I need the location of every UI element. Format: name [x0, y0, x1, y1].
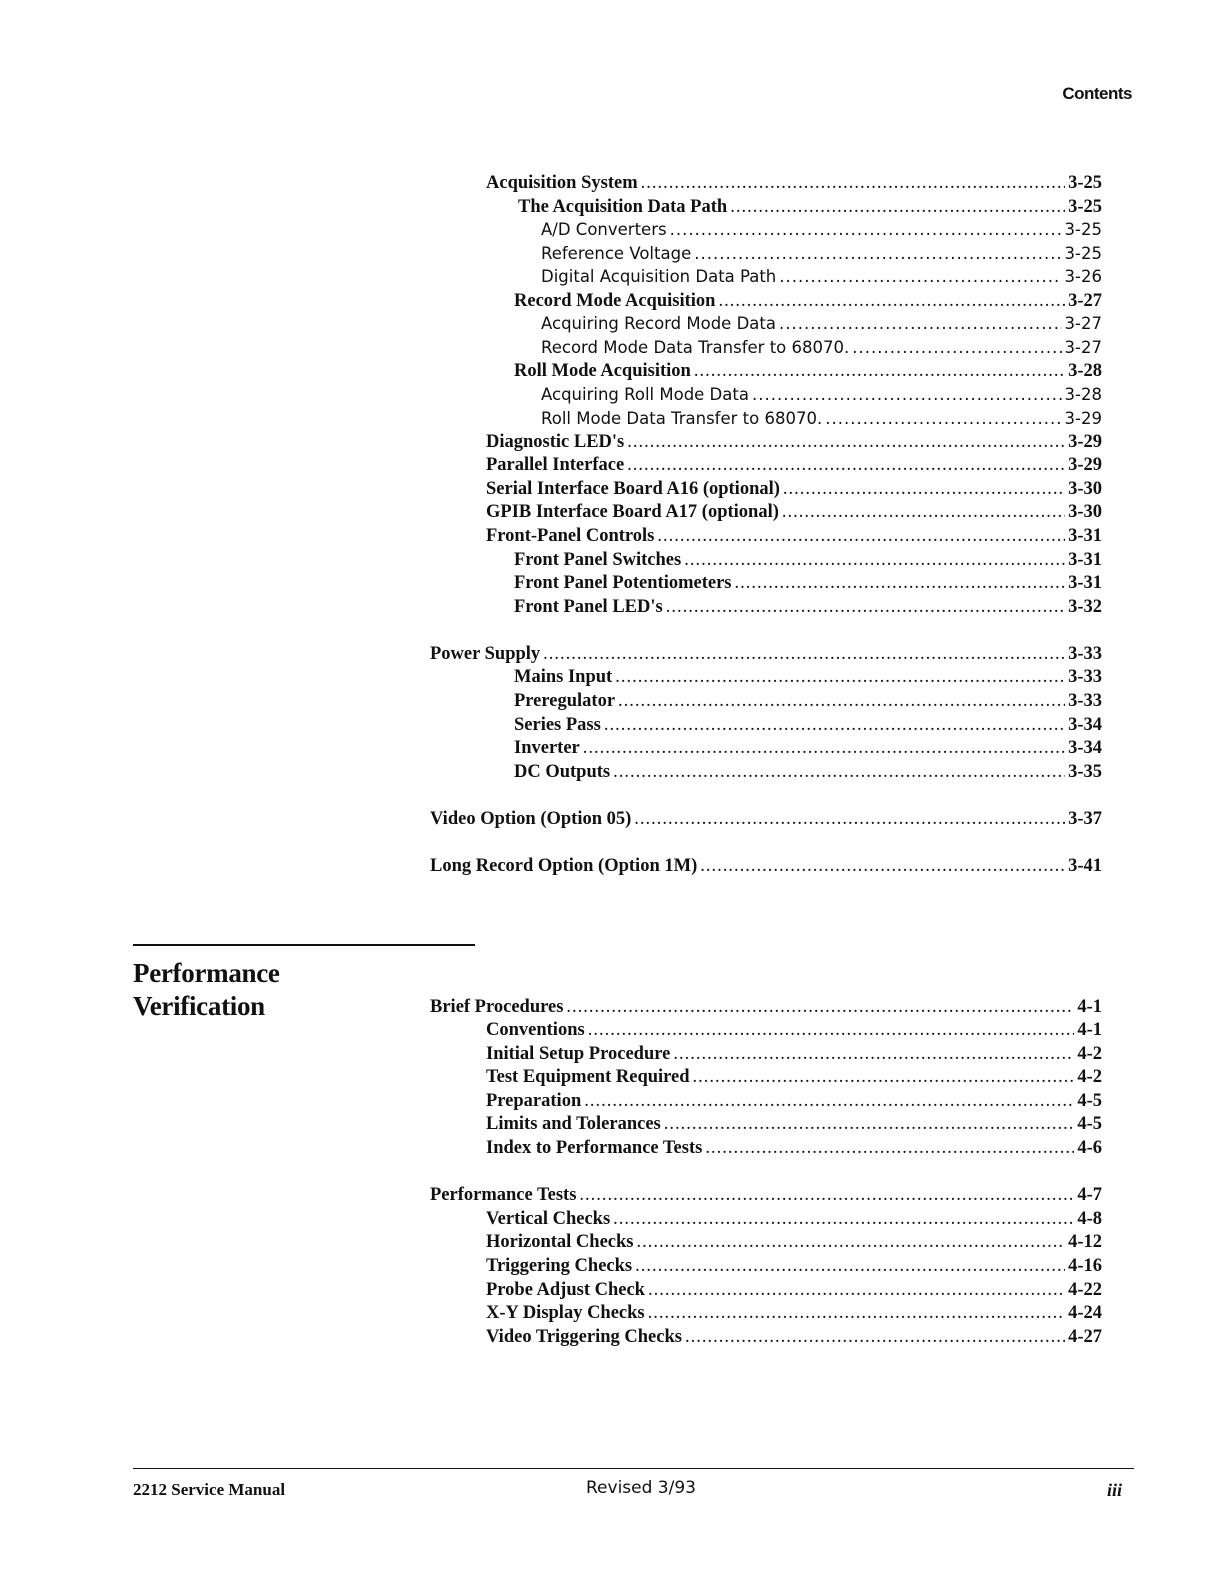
- toc-label: Acquiring Record Mode Data: [541, 314, 776, 333]
- toc-label: Preregulator: [514, 691, 616, 711]
- toc-page: 3-31: [1068, 526, 1102, 546]
- toc-entry[interactable]: [541, 408, 1102, 430]
- toc-entry[interactable]: [430, 643, 1102, 665]
- dot-leader: [694, 360, 1065, 382]
- dot-leader: [730, 196, 1065, 218]
- dot-leader: [584, 1090, 1074, 1112]
- dot-leader: [618, 690, 1065, 712]
- dot-leader: [685, 1326, 1065, 1348]
- toc-label: Acquisition System: [486, 173, 638, 193]
- dot-leader: [613, 761, 1065, 783]
- toc-page: 3-35: [1068, 762, 1102, 782]
- toc-label: Reference Voltage: [541, 244, 692, 263]
- toc-page: 3-28: [1068, 361, 1102, 381]
- toc-label: Test Equipment Required: [486, 1067, 690, 1087]
- dot-leader: [752, 384, 1062, 406]
- dot-leader: [583, 737, 1065, 759]
- toc-entry[interactable]: [514, 737, 1102, 759]
- toc-page: 4-8: [1077, 1209, 1102, 1229]
- toc-page: 3-26: [1064, 267, 1102, 286]
- toc-page: 3-33: [1068, 691, 1102, 711]
- toc-label: Front Panel Switches: [514, 550, 682, 570]
- toc-page: 3-30: [1068, 502, 1102, 522]
- dot-leader: [779, 313, 1062, 335]
- toc-label: Triggering Checks: [486, 1256, 633, 1276]
- dot-leader: [782, 501, 1065, 523]
- toc-label: Performance Tests: [430, 1185, 577, 1205]
- toc-entry[interactable]: [514, 572, 1102, 594]
- toc-label: Front-Panel Controls: [486, 526, 655, 546]
- toc-entry[interactable]: [486, 172, 1102, 194]
- toc-label: The Acquisition Data Path: [518, 197, 728, 217]
- toc-entry[interactable]: [486, 501, 1102, 523]
- toc-page: 4-1: [1077, 1020, 1102, 1040]
- toc-label: DC Outputs: [514, 762, 611, 782]
- toc-entry[interactable]: [514, 549, 1102, 571]
- dot-leader: [693, 1066, 1075, 1088]
- toc-page: 3-41: [1068, 856, 1102, 876]
- dot-leader: [673, 1043, 1074, 1065]
- toc-label: Power Supply: [430, 644, 541, 664]
- dot-leader: [825, 408, 1061, 430]
- toc-label: Diagnostic LED's: [486, 432, 625, 452]
- running-header: Contents: [1062, 84, 1132, 103]
- toc-label: Acquiring Roll Mode Data: [541, 385, 749, 404]
- toc-label: Horizontal Checks: [486, 1232, 634, 1252]
- toc-page: 4-5: [1077, 1091, 1102, 1111]
- toc-entry[interactable]: [486, 1019, 1102, 1041]
- toc-page: 3-29: [1064, 409, 1102, 428]
- toc-page: 4-7: [1077, 1185, 1102, 1205]
- toc-entry[interactable]: [541, 384, 1102, 406]
- toc-page: 4-22: [1068, 1280, 1102, 1300]
- toc-entry[interactable]: [486, 1302, 1102, 1324]
- toc-entry[interactable]: [430, 1184, 1102, 1206]
- toc-page: 3-34: [1068, 715, 1102, 735]
- toc-label: Record Mode Acquisition: [514, 291, 716, 311]
- toc-entry[interactable]: [486, 1255, 1102, 1277]
- toc-entry[interactable]: [541, 337, 1102, 359]
- dot-leader: [604, 714, 1065, 736]
- toc-page: 3-30: [1068, 479, 1102, 499]
- toc-page: 3-31: [1068, 550, 1102, 570]
- dot-leader: [734, 572, 1065, 594]
- toc-label: Preparation: [486, 1091, 582, 1111]
- toc-page: 4-12: [1068, 1232, 1102, 1252]
- toc-page: 3-29: [1068, 455, 1102, 475]
- dot-leader: [779, 266, 1061, 288]
- dot-leader: [684, 549, 1065, 571]
- dot-leader: [648, 1302, 1065, 1324]
- toc-entry[interactable]: [486, 1113, 1102, 1135]
- toc-entry[interactable]: [430, 855, 1102, 877]
- toc-label: A/D Converters: [541, 220, 667, 239]
- toc-entry[interactable]: [514, 290, 1102, 312]
- toc-label: Roll Mode Acquisition: [514, 361, 691, 381]
- toc-label: Index to Performance Tests: [486, 1138, 703, 1158]
- toc-entry[interactable]: [486, 525, 1102, 547]
- section-title-line: Verification: [133, 991, 265, 1021]
- toc-page: 3-25: [1068, 173, 1102, 193]
- toc-label: Conventions: [486, 1020, 585, 1040]
- toc-entry[interactable]: [430, 996, 1102, 1018]
- toc-label: Serial Interface Board A16 (optional): [486, 479, 780, 499]
- toc-label: Brief Procedures: [430, 997, 564, 1017]
- toc-page: 4-1: [1077, 997, 1102, 1017]
- toc-page: 3-33: [1068, 667, 1102, 687]
- toc-label: Long Record Option (Option 1M): [430, 856, 698, 876]
- toc-label: Initial Setup Procedure: [486, 1044, 671, 1064]
- toc-entry[interactable]: [541, 219, 1102, 241]
- dot-leader: [579, 1184, 1074, 1206]
- dot-leader: [694, 243, 1061, 265]
- toc-entry[interactable]: [486, 1066, 1102, 1088]
- toc-page: 4-5: [1077, 1114, 1102, 1134]
- dot-leader: [543, 643, 1065, 665]
- dot-leader: [700, 855, 1065, 877]
- toc-page: 3-31: [1068, 573, 1102, 593]
- toc-entry[interactable]: [541, 313, 1102, 335]
- section-title: [133, 957, 280, 1023]
- toc-entry[interactable]: [486, 454, 1102, 476]
- toc-page: 3-25: [1064, 244, 1102, 263]
- toc-label: X-Y Display Checks: [486, 1303, 645, 1323]
- toc-entry[interactable]: [486, 1279, 1102, 1301]
- dot-leader: [627, 454, 1065, 476]
- toc-entry[interactable]: [486, 1231, 1102, 1253]
- toc-label: Limits and Tolerances: [486, 1114, 661, 1134]
- toc-label: Front Panel LED's: [514, 597, 663, 617]
- toc-entry[interactable]: [514, 761, 1102, 783]
- toc-entry[interactable]: [486, 1137, 1102, 1159]
- toc-label: Record Mode Data Transfer to 68070.: [541, 338, 850, 357]
- toc-page: 3-33: [1068, 644, 1102, 664]
- toc-label: Probe Adjust Check: [486, 1280, 645, 1300]
- toc-entry[interactable]: [486, 431, 1102, 453]
- dot-leader: [648, 1279, 1065, 1301]
- toc-label: Roll Mode Data Transfer to 68070.: [541, 409, 823, 428]
- toc-label: Video Option (Option 05): [430, 809, 632, 829]
- dot-leader: [635, 1255, 1065, 1277]
- dot-leader: [670, 219, 1062, 241]
- toc-entry[interactable]: [486, 1043, 1102, 1065]
- dot-leader: [588, 1019, 1075, 1041]
- toc-entry[interactable]: [514, 714, 1102, 736]
- dot-leader: [566, 996, 1074, 1018]
- toc-label: Front Panel Potentiometers: [514, 573, 732, 593]
- toc-page: 3-27: [1064, 338, 1102, 357]
- dot-leader: [718, 290, 1065, 312]
- toc-page: 4-24: [1068, 1303, 1102, 1323]
- toc-page: 3-25: [1064, 220, 1102, 239]
- toc-page: 3-27: [1068, 291, 1102, 311]
- toc-page: 3-32: [1068, 597, 1102, 617]
- toc-label: Mains Input: [514, 667, 613, 687]
- dot-leader: [636, 1231, 1065, 1253]
- revision-date: Revised 3/93: [586, 1478, 696, 1498]
- toc-entry[interactable]: [541, 243, 1102, 265]
- toc-label: Inverter: [514, 738, 580, 758]
- toc-label: GPIB Interface Board A17 (optional): [486, 502, 779, 522]
- toc-label: Series Pass: [514, 715, 601, 735]
- toc-page: 4-2: [1077, 1044, 1102, 1064]
- dot-leader: [634, 808, 1065, 830]
- toc-page: 3-27: [1064, 314, 1102, 333]
- toc-page: 3-34: [1068, 738, 1102, 758]
- dot-leader: [627, 431, 1065, 453]
- toc-page: 3-37: [1068, 809, 1102, 829]
- toc-entry[interactable]: [541, 266, 1102, 288]
- toc-page: 4-16: [1068, 1256, 1102, 1276]
- dot-leader: [783, 478, 1065, 500]
- toc-entry[interactable]: [514, 690, 1102, 712]
- manual-title: 2212 Service Manual: [133, 1480, 286, 1499]
- dot-leader: [641, 172, 1065, 194]
- toc-page: 3-29: [1068, 432, 1102, 452]
- toc-entry[interactable]: [430, 808, 1102, 830]
- toc-entry[interactable]: [486, 1090, 1102, 1112]
- toc-entry[interactable]: [486, 1326, 1102, 1348]
- dot-leader: [705, 1137, 1074, 1159]
- toc-entry[interactable]: [514, 666, 1102, 688]
- toc-page: 4-27: [1068, 1327, 1102, 1347]
- toc-entry[interactable]: [486, 1208, 1102, 1230]
- toc-entry[interactable]: [518, 196, 1102, 218]
- toc-label: Digital Acquisition Data Path: [541, 267, 777, 286]
- toc-page: 4-2: [1077, 1067, 1102, 1087]
- dot-leader: [657, 525, 1065, 547]
- toc-page: 4-6: [1077, 1138, 1102, 1158]
- toc-page: 3-28: [1064, 385, 1102, 404]
- page-number: iii: [1106, 1480, 1122, 1500]
- toc-entry[interactable]: [514, 596, 1102, 618]
- footer-rule: [133, 1468, 1134, 1469]
- toc-label: Vertical Checks: [486, 1209, 611, 1229]
- dot-leader: [664, 1113, 1075, 1135]
- dot-leader: [615, 666, 1065, 688]
- toc-label: Parallel Interface: [486, 455, 625, 475]
- toc-entry[interactable]: [514, 360, 1102, 382]
- dot-leader: [613, 1208, 1074, 1230]
- section-title-line: Performance: [133, 958, 280, 988]
- dot-leader: [666, 596, 1065, 618]
- section-divider: [133, 944, 475, 946]
- dot-leader: [852, 337, 1061, 359]
- toc-page: 3-25: [1068, 197, 1102, 217]
- toc-entry[interactable]: [486, 478, 1102, 500]
- toc-label: Video Triggering Checks: [486, 1327, 682, 1347]
